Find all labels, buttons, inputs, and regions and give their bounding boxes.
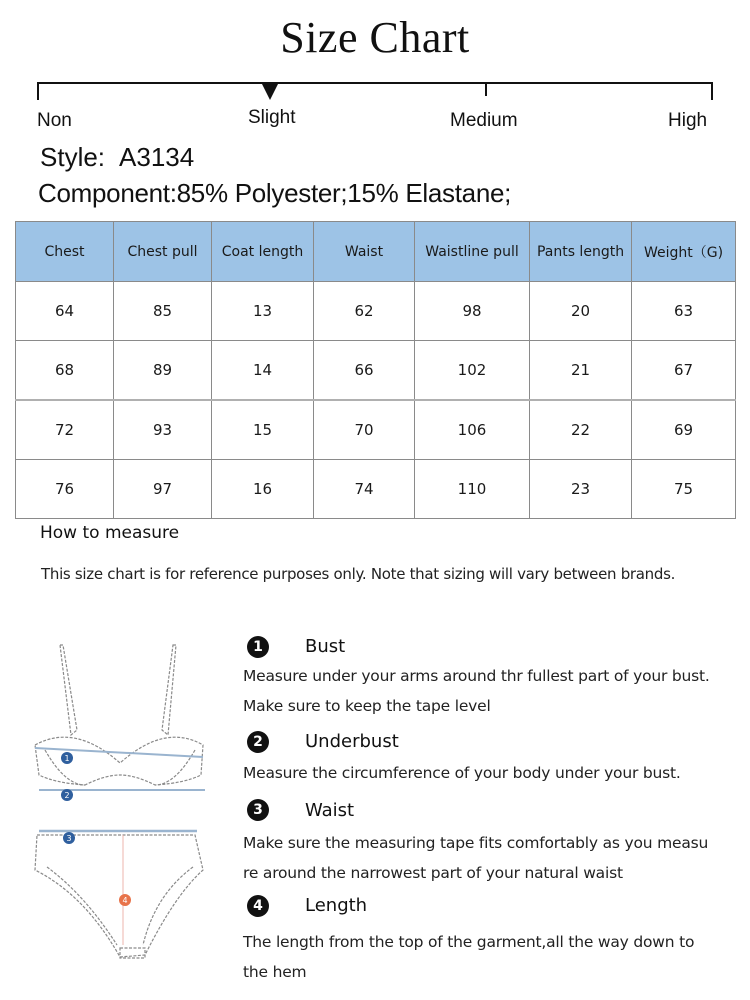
step-1-line-1: Measure under your arms around thr fullest part of your bust.: [243, 667, 710, 685]
cell: 22: [530, 400, 632, 460]
step-4-line-2: the hem: [243, 963, 307, 981]
cell: 110: [415, 460, 530, 519]
marker-1-label: 1: [64, 754, 70, 763]
component-line: Component:85% Polyester;15% Elastane;: [38, 178, 512, 208]
cell: 102: [415, 341, 530, 401]
cell: 106: [415, 400, 530, 460]
cell: 67: [632, 341, 736, 401]
right-strap: [162, 645, 176, 735]
style-label: Style:: [40, 142, 106, 172]
style-value: A3134: [119, 142, 195, 172]
left-strap: [60, 645, 77, 735]
cell: 62: [314, 282, 415, 341]
marker-3-label: 3: [66, 834, 72, 843]
scale-tick-non: [37, 82, 39, 100]
cell: 97: [114, 460, 212, 519]
cell: 85: [114, 282, 212, 341]
step-2-line-1: Measure the circumference of your body under your bust.: [243, 764, 681, 782]
cell: 70: [314, 400, 415, 460]
size-table: [15, 221, 736, 519]
table-row: [16, 282, 736, 341]
cell: 63: [632, 282, 736, 341]
step-1-title: Bust: [305, 636, 346, 657]
page-title: Size Chart: [280, 13, 470, 62]
header-chest: Chest: [16, 222, 114, 282]
scale-label-high: High: [668, 110, 708, 131]
step-4-title: Length: [305, 895, 368, 916]
step-3-line-2: re around the narrowest part of your natural waist: [243, 864, 623, 882]
scale-label-slight: Slight: [248, 107, 296, 128]
how-to-measure-title: How to measure: [40, 523, 180, 543]
step-1-badge-icon: 1: [247, 636, 269, 658]
scale-label-non: Non: [37, 110, 72, 131]
header-chest-pull: Chest pull: [114, 222, 212, 282]
cell: 74: [314, 460, 415, 519]
cell: 89: [114, 341, 212, 401]
header-waist: Waist: [314, 222, 415, 282]
selected-marker-icon: [262, 84, 278, 100]
bust-guide-line: [35, 748, 203, 757]
cell: 13: [212, 282, 314, 341]
step-3-line-1: Make sure the measuring tape fits comfortably as you measu: [243, 834, 709, 852]
cell: 72: [16, 400, 114, 460]
cell: 21: [530, 341, 632, 401]
step-3-text: [243, 828, 743, 888]
marker-4-label: 4: [122, 896, 128, 905]
bra-cups: [35, 737, 203, 785]
step-3-title: Waist: [305, 800, 355, 821]
table-row: [16, 460, 736, 519]
cell: 16: [212, 460, 314, 519]
disclaimer-text: This size chart is for reference purposes only. Note that sizing will vary between brands.: [41, 565, 676, 583]
scale-label-medium: Medium: [450, 110, 518, 131]
step-2-title: Underbust: [305, 731, 399, 752]
step-4-line-1: The length from the top of the garment,all the way down to: [243, 933, 695, 951]
header-waistline-pull: Waistline pull: [415, 222, 530, 282]
style-line: [40, 142, 194, 173]
bra-drawing: [35, 645, 203, 785]
cell: 68: [16, 341, 114, 401]
bottom-leg-seams: [47, 867, 193, 945]
bikini-measure-illustration: [25, 635, 215, 965]
bottom-drawing: [35, 835, 203, 958]
marker-2-label: 2: [64, 791, 70, 800]
cell: 98: [415, 282, 530, 341]
cell: 69: [632, 400, 736, 460]
cell: 64: [16, 282, 114, 341]
bottom-outline: [35, 835, 203, 957]
bottom-gusset: [120, 948, 145, 958]
cell: 14: [212, 341, 314, 401]
step-2-text: [243, 758, 743, 788]
cell: 93: [114, 400, 212, 460]
cell: 76: [16, 460, 114, 519]
table-row: [16, 341, 736, 401]
step-3-badge-icon: 3: [247, 799, 269, 821]
cell: 20: [530, 282, 632, 341]
scale-tick-high: [711, 82, 713, 100]
step-4-badge-icon: 4: [247, 895, 269, 917]
cell: 15: [212, 400, 314, 460]
table-header-row: [16, 222, 736, 282]
cell: 75: [632, 460, 736, 519]
header-weight: Weight（G): [632, 222, 736, 282]
scale-line: [38, 82, 713, 84]
table-row: [16, 400, 736, 460]
header-pants-length: Pants length: [530, 222, 632, 282]
cell: 66: [314, 341, 415, 401]
step-2-badge-icon: 2: [247, 731, 269, 753]
scale-tick-medium: [485, 82, 487, 96]
header-coat-length: Coat length: [212, 222, 314, 282]
cell: 23: [530, 460, 632, 519]
step-1-line-2: Make sure to keep the tape level: [243, 697, 491, 715]
step-4-text: [243, 927, 743, 987]
step-1-text: [243, 661, 743, 721]
